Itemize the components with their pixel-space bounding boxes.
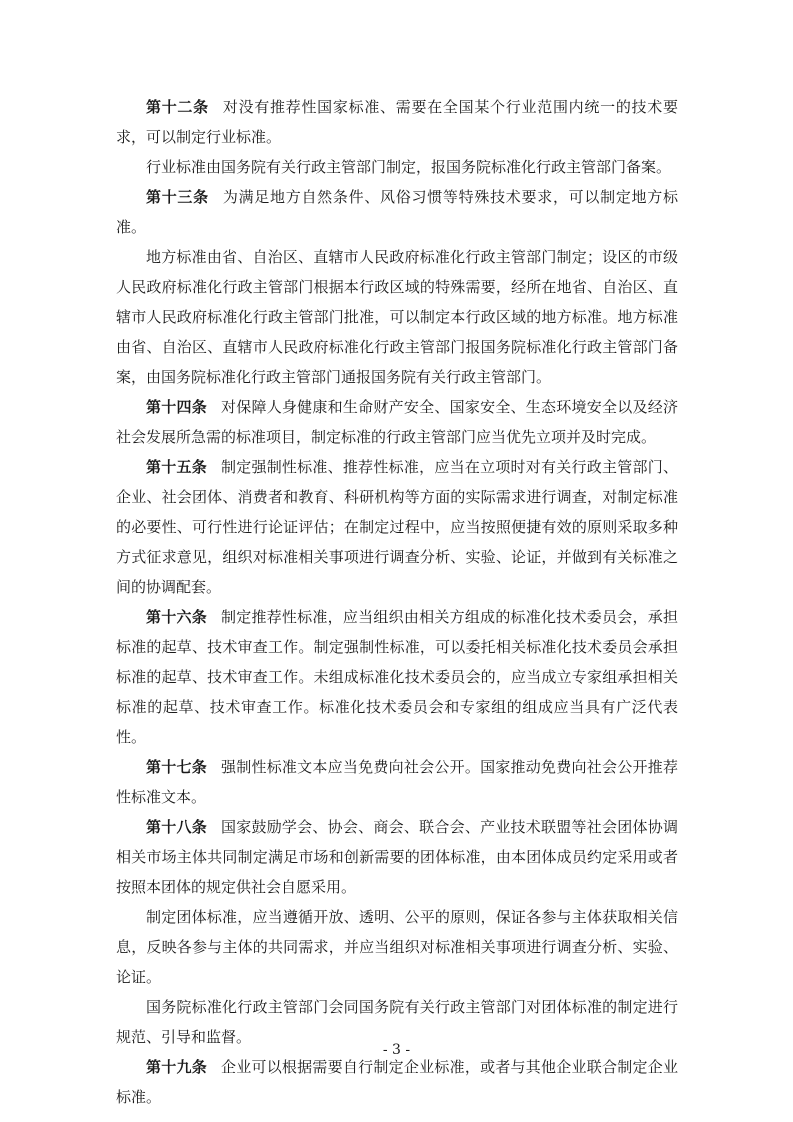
article-heading: 第十七条 [146,758,207,776]
article-heading: 第十四条 [146,398,207,416]
paragraph-text: 对保障人身健康和生命财产安全、国家安全、生态环境安全以及经济社会发展所急需的标准项目，制定标准的行政主管部门应当优先立项并及时完成。 [116,398,678,446]
paragraph-text: 强制性标准文本应当免费向社会公开。国家推动免费向社会公开推荐性标准文本。 [116,758,678,806]
page-number: - 3 - [382,1042,411,1058]
paragraph-art-16 [116,602,678,752]
paragraph-art-15 [116,452,678,602]
paragraph-text: 行业标准由国务院有关行政主管部门制定，报国务院标准化行政主管部门备案。 [146,158,672,176]
paragraph-text: 制定强制性标准、推荐性标准，应当在立项时对有关行政主管部门、企业、社会团体、消费者和教育、科研机构等方面的实际需求进行调查，对制定标准的必要性、可行性进行论证评估；在制定过程中，应当按照便捷有效的原则采取多种方式征求意见，组织对标准相关事项进行调查分析、实验、论证，并做到有关标准之间的协调配套。 [116,458,678,596]
paragraph-text: 企业可以根据需要自行制定企业标准，或者与其他企业联合制定企业标准。 [116,1058,678,1106]
paragraph-text: 国家鼓励学会、协会、商会、联合会、产业技术联盟等社会团体协调相关市场主体共同制定满足市场和创新需要的团体标准，由本团体成员约定采用或者按照本团体的规定供社会自愿采用。 [116,818,678,896]
article-heading: 第十六条 [146,608,207,626]
paragraph-text: 地方标准由省、自治区、直辖市人民政府标准化行政主管部门制定；设区的市级人民政府标准化行政主管部门根据本行政区域的特殊需要，经所在地省、自治区、直辖市人民政府标准化行政主管部门批准，可以制定本行政区域的地方标准。地方标准由省、自治区、直辖市人民政府标准化行政主管部门报国务院标准化行政主管部门备案，由国务院标准化行政主管部门通报国务院有关行政主管部门。 [116,248,678,386]
paragraph-text: 国务院标准化行政主管部门会同国务院有关行政主管部门对团体标准的制定进行规范、引导和监督。 [116,998,678,1046]
article-heading: 第十五条 [146,458,207,476]
paragraph-art-13-cont [116,242,678,392]
paragraph-art-14 [116,392,678,452]
paragraph-text: 制定推荐性标准，应当组织由相关方组成的标准化技术委员会，承担标准的起草、技术审查工作。制定强制性标准，可以委托相关标准化技术委员会承担标准的起草、技术审查工作。未组成标准化技术委员会的，应当成立专家组承担相关标准的起草、技术审查工作。标准化技术委员会和专家组的组成应当具有广泛代表性。 [116,608,678,746]
article-heading: 第十三条 [146,188,209,206]
paragraph-text: 为满足地方自然条件、风俗习惯等特殊技术要求，可以制定地方标准。 [116,188,678,236]
document-body [116,92,678,1112]
paragraph-art-19 [116,1052,678,1112]
paragraph-art-18-cont-1 [116,902,678,992]
paragraph-art-12 [116,92,678,152]
paragraph-art-12-cont [116,152,678,182]
article-heading: 第十二条 [146,98,209,116]
paragraph-text: 制定团体标准，应当遵循开放、透明、公平的原则，保证各参与主体获取相关信息，反映各参与主体的共同需求，并应当组织对标准相关事项进行调查分析、实验、论证。 [116,908,678,986]
article-heading: 第十八条 [146,818,207,836]
paragraph-art-13 [116,182,678,242]
paragraph-text: 对没有推荐性国家标准、需要在全国某个行业范围内统一的技术要求，可以制定行业标准。 [116,98,678,146]
article-heading: 第十九条 [146,1058,207,1076]
paragraph-art-17 [116,752,678,812]
paragraph-art-18 [116,812,678,902]
